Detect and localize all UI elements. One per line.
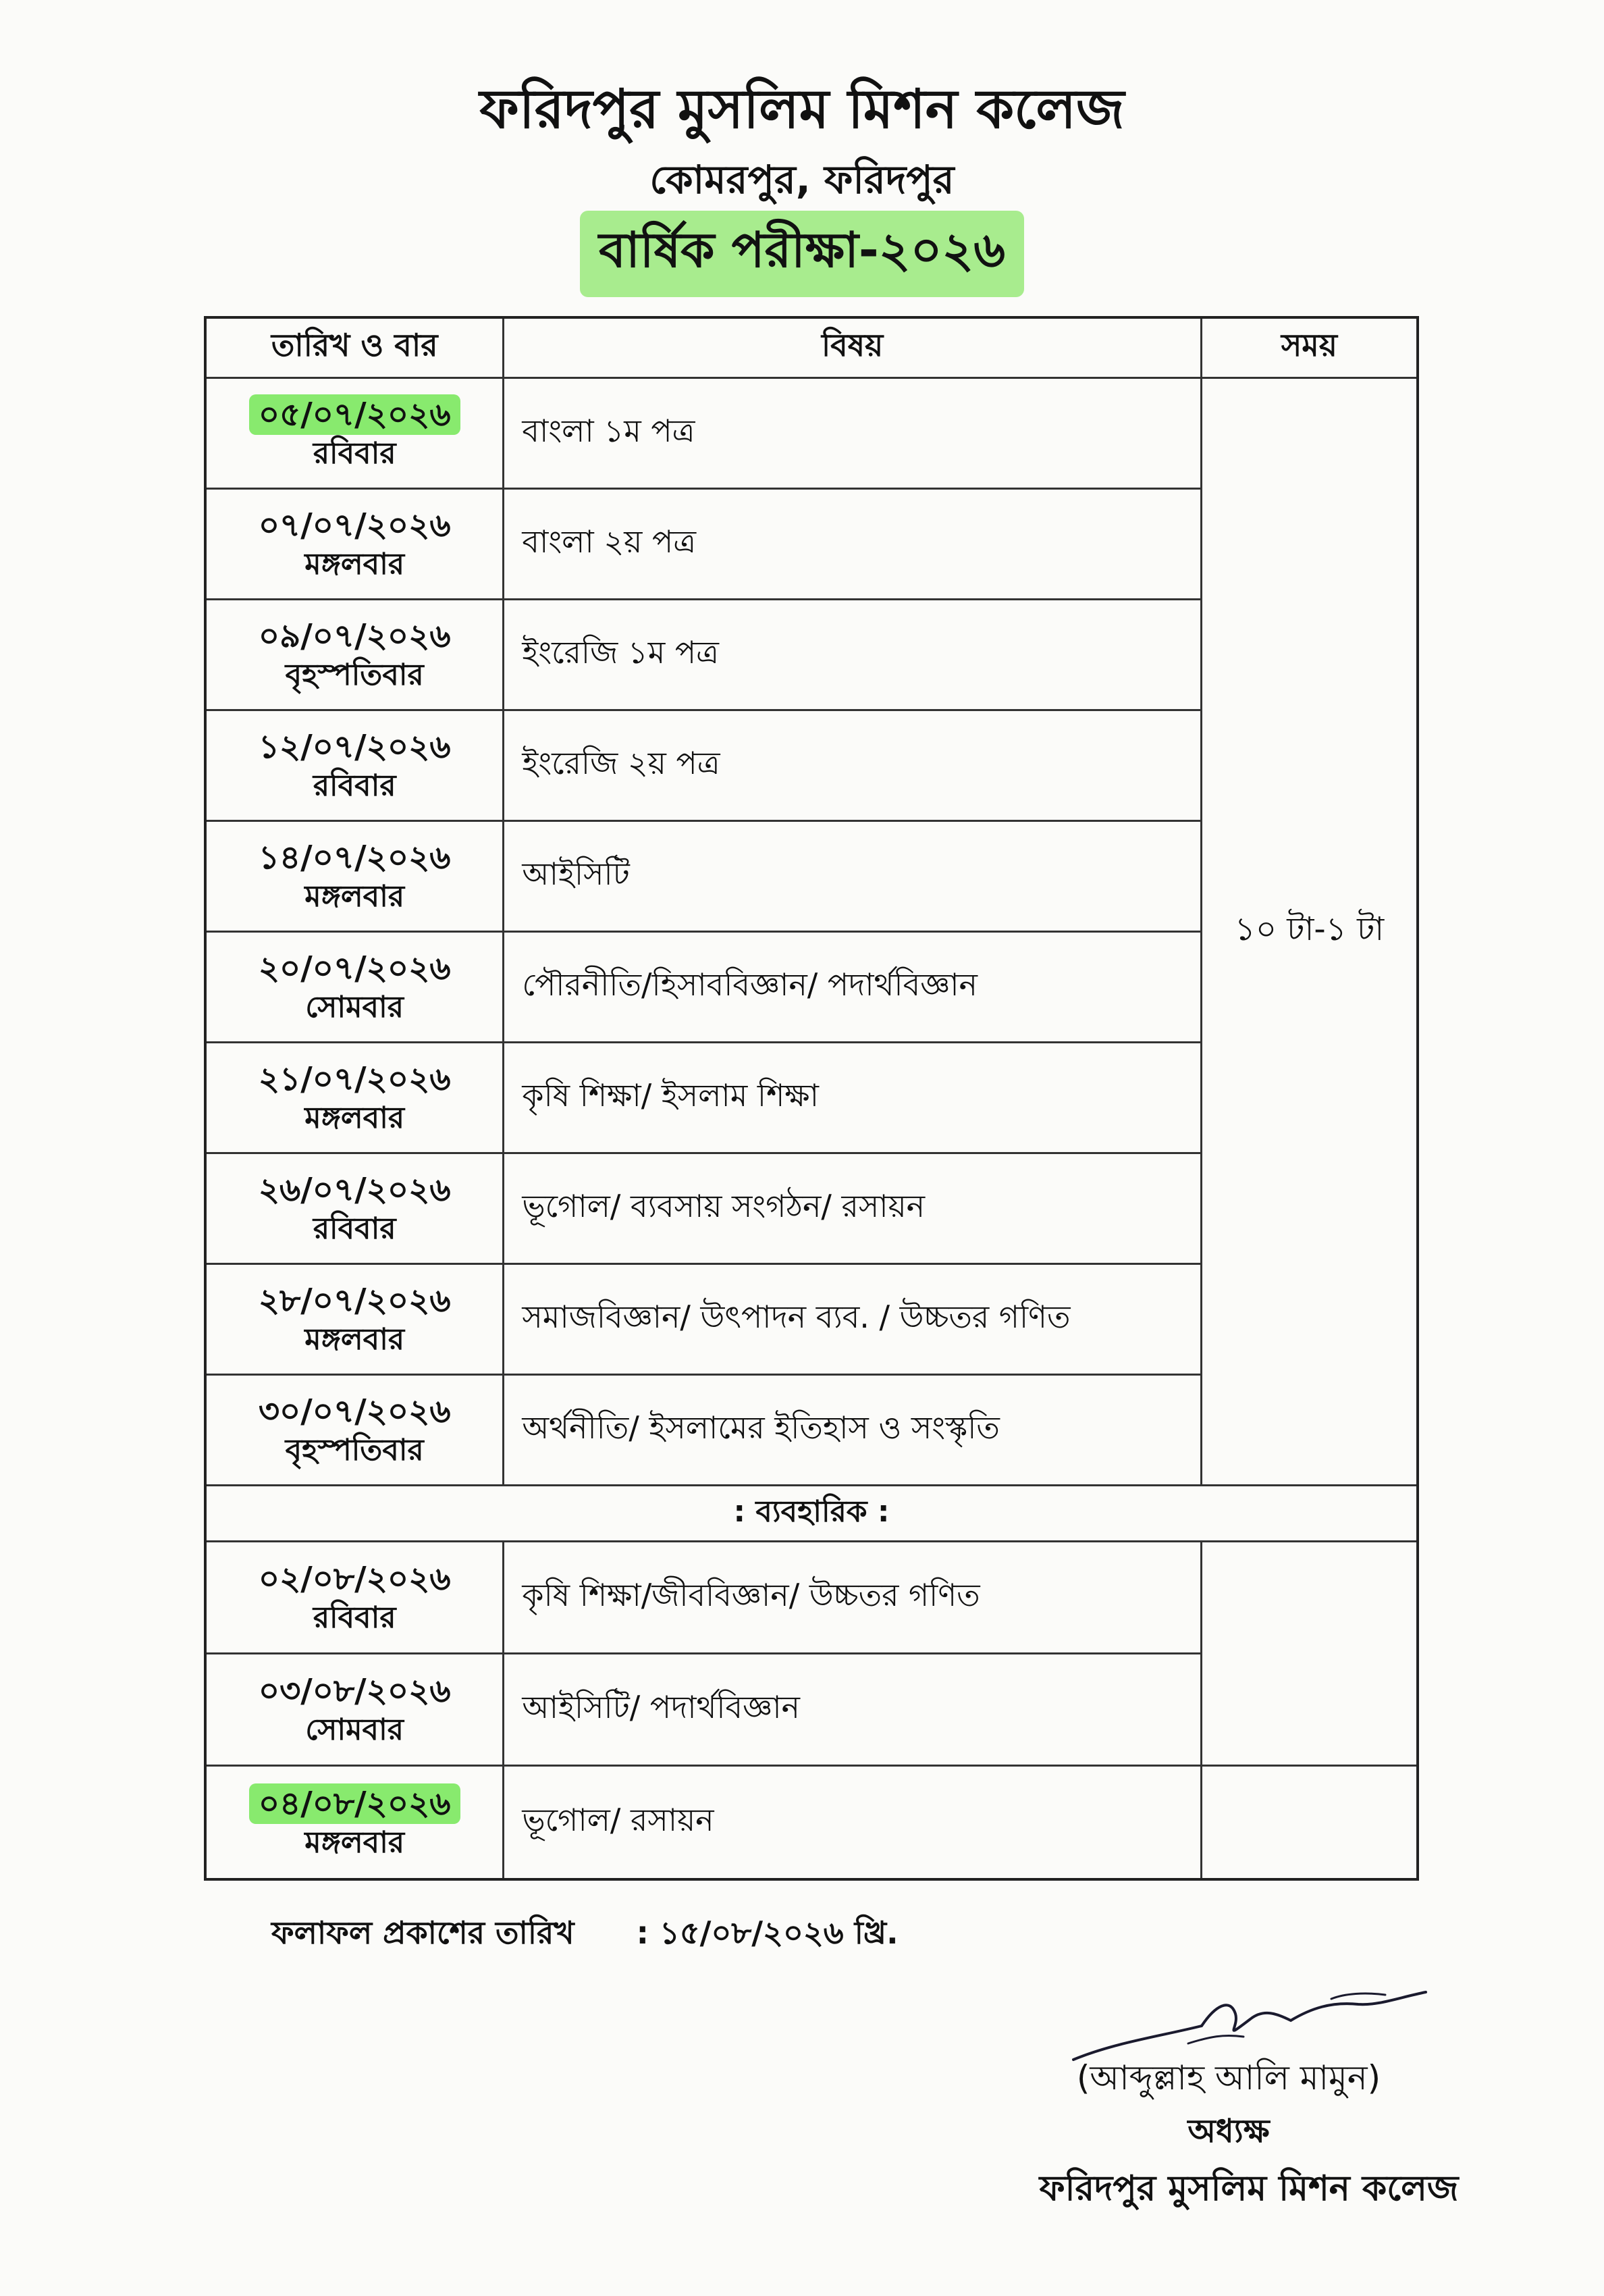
exam-date: ২৮/০৭/২০২৬ xyxy=(258,1282,451,1320)
exam-subject: কৃষি শিক্ষা/ ইসলাম শিক্ষা xyxy=(504,1043,1201,1153)
exam-title-container xyxy=(0,211,1604,297)
date-cell xyxy=(205,1153,504,1264)
exam-subject: অর্থনীতি/ ইসলামের ইতিহাস ও সংস্কৃতি xyxy=(504,1375,1201,1486)
date-cell xyxy=(205,821,504,932)
exam-date: ১৪/০৭/২০২৬ xyxy=(258,839,451,877)
exam-date: ২৬/০৭/২০২৬ xyxy=(258,1171,451,1209)
result-publication-date xyxy=(271,1910,899,1961)
practical-day: মঙ্গলবার xyxy=(304,1825,405,1860)
exam-schedule-table xyxy=(204,316,1419,1881)
date-cell xyxy=(205,600,504,710)
exam-time-slot: ১০ টা-১ টা xyxy=(1201,378,1418,1486)
exam-day: রবিবার xyxy=(313,768,396,803)
practical-date: ০৩/০৮/২০২৬ xyxy=(258,1672,451,1710)
date-cell xyxy=(205,1375,504,1486)
practical-time-cell xyxy=(1201,1542,1418,1766)
date-cell xyxy=(205,378,504,489)
exam-title: বার্ষিক পরীক্ষা-২০২৬ xyxy=(580,211,1024,297)
exam-day: মঙ্গলবার xyxy=(304,1101,405,1135)
practical-subject: আইসিটি/ পদার্থবিজ্ঞান xyxy=(504,1654,1201,1766)
exam-subject: বাংলা ১ম পত্র xyxy=(504,378,1201,489)
exam-date-highlighted: ০৫/০৭/২০২৬ xyxy=(249,394,460,435)
exam-subject: আইসিটি xyxy=(504,821,1201,932)
exam-day: রবিবার xyxy=(313,1211,396,1246)
date-cell xyxy=(205,710,504,821)
exam-subject: বাংলা ২য় পত্র xyxy=(504,489,1201,600)
date-cell xyxy=(205,1654,504,1766)
signatory-title: অধ্যক্ষ xyxy=(1187,2112,1270,2150)
practical-day: রবিবার xyxy=(313,1600,396,1635)
exam-day: বৃহস্পতিবার xyxy=(285,1433,424,1467)
practical-date-highlighted: ০৪/০৮/২০২৬ xyxy=(249,1783,460,1824)
exam-day: মঙ্গলবার xyxy=(304,879,405,914)
exam-day: রবিবার xyxy=(313,436,396,471)
signatory-college: ফরিদপুর মুসলিম মিশন কলেজ xyxy=(1039,2168,1459,2209)
exam-subject: সমাজবিজ্ঞান/ উৎপাদন ব্যব. / উচ্চতর গণিত xyxy=(504,1264,1201,1375)
exam-day: মঙ্গলবার xyxy=(304,547,405,581)
header-date: তারিখ ও বার xyxy=(205,317,504,378)
exam-date: ৩০/০৭/২০২৬ xyxy=(258,1392,451,1430)
date-cell xyxy=(205,1766,504,1880)
table-header-row xyxy=(205,317,1418,378)
practical-date: ০২/০৮/২০২৬ xyxy=(258,1560,451,1598)
exam-date: ০৯/০৭/২০২৬ xyxy=(258,617,451,655)
exam-day: সোমবার xyxy=(305,990,404,1024)
exam-subject: ইংরেজি ২য় পত্র xyxy=(504,710,1201,821)
date-cell xyxy=(205,932,504,1043)
exam-date: ১২/০৭/২০২৬ xyxy=(258,728,451,766)
practical-subject: কৃষি শিক্ষা/জীববিজ্ঞান/ উচ্চতর গণিত xyxy=(504,1542,1201,1654)
table-row xyxy=(205,1766,1418,1880)
college-name: ফরিদপুর মুসলিম মিশন কলেজ xyxy=(479,78,1125,140)
practical-subject: ভূগোল/ রসায়ন xyxy=(504,1766,1201,1880)
practical-section-label: : ব্যবহারিক : xyxy=(205,1486,1418,1542)
exam-subject: পৌরনীতি/হিসাববিজ্ঞান/ পদার্থবিজ্ঞান xyxy=(504,932,1201,1043)
practical-section-row xyxy=(205,1486,1418,1542)
table-row xyxy=(205,1542,1418,1654)
signatory-name: (আব্দুল্লাহ আলি মামুন) xyxy=(1076,2058,1381,2097)
exam-date: ০৭/০৭/২০২৬ xyxy=(258,506,451,544)
practical-time-cell-last xyxy=(1201,1766,1418,1880)
practical-day: সোমবার xyxy=(305,1713,404,1747)
date-cell xyxy=(205,1043,504,1153)
exam-day: মঙ্গলবার xyxy=(304,1322,405,1357)
date-cell xyxy=(205,1542,504,1654)
exam-subject: ভূগোল/ ব্যবসায় সংগঠন/ রসায়ন xyxy=(504,1153,1201,1264)
college-location: কোমরপুর, ফরিদপুর xyxy=(649,157,955,203)
date-cell xyxy=(205,1264,504,1375)
result-date-value: : ১৫/০৮/২০২৬ খ্রি. xyxy=(636,1914,899,1951)
exam-subject: ইংরেজি ১ম পত্র xyxy=(504,600,1201,710)
header-time: সময় xyxy=(1201,317,1418,378)
exam-day: বৃহস্পতিবার xyxy=(285,658,424,692)
exam-date: ২১/০৭/২০২৬ xyxy=(258,1060,451,1098)
header-subject: বিষয় xyxy=(504,317,1201,378)
table-row xyxy=(205,378,1418,489)
date-cell xyxy=(205,489,504,600)
exam-date: ২০/০৭/২০২৬ xyxy=(258,949,451,987)
result-date-label: ফলাফল প্রকাশের তারিখ xyxy=(271,1914,574,1951)
